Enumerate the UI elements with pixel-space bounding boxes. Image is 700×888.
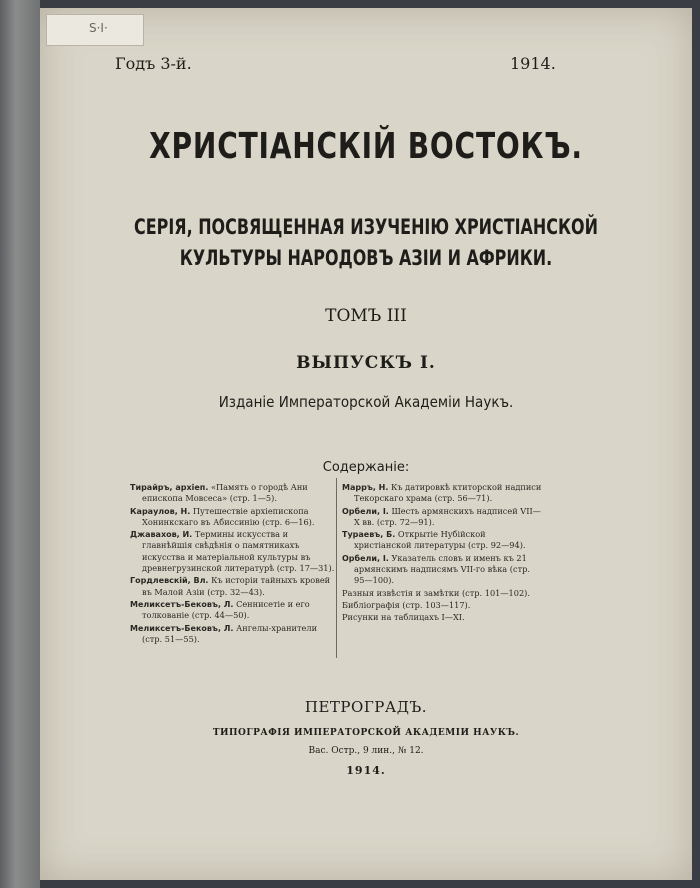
entry-title: Ангелы-хранители (стр. 51—55). xyxy=(142,622,318,644)
entry-title: Путешествіе архіепископа Хонинкскаго въ Абиссинію (стр. 6—16). xyxy=(142,505,315,527)
entry-title: Указатель словъ и именъ къ 21 армянскимъ надписямъ VII-го вѣка (стр. 95—100). xyxy=(354,552,530,586)
contents-heading: Содержаніе: xyxy=(322,460,410,475)
entry-title: «Память о городѣ Ани епископа Мовсеса» (стр. 1—5). xyxy=(142,482,308,504)
contents-entry xyxy=(342,553,542,587)
entry-author: Меликсетъ-Бековъ, Л. xyxy=(130,623,234,633)
column-divider xyxy=(336,478,337,658)
title-page xyxy=(40,8,692,880)
contents-entry xyxy=(130,506,335,529)
contents-entry xyxy=(342,600,542,611)
address: Вас. Остр., 9 лин., № 12. xyxy=(308,746,424,756)
entry-author: Тураевъ, Б. xyxy=(342,530,396,540)
entry-title: Къ датировкѣ ктиторской надписи Текорскаго храма (стр. 56—71). xyxy=(354,482,542,504)
book-spine xyxy=(0,0,40,888)
contents-entry xyxy=(342,529,542,552)
entry-title: Библіографія (стр. 103—117). xyxy=(342,599,471,610)
contents-entry xyxy=(130,529,335,574)
contents-entry xyxy=(342,612,542,623)
imprint-year: 1914. xyxy=(346,764,386,777)
entry-author: Тирайръ, архіеп. xyxy=(130,483,209,492)
entry-author: Гордлевскій, Вл. xyxy=(130,576,209,586)
entry-title: Шесть армянскихъ надписей VII—X вв. (стр. 72—91). xyxy=(354,505,541,527)
contents-right-column xyxy=(342,482,542,625)
entry-author: Марръ, Н. xyxy=(342,483,389,492)
entry-author: Меликсетъ-Бековъ, Л. xyxy=(130,599,234,609)
entry-author: Джавахов, И. xyxy=(130,530,193,540)
contents-entry xyxy=(342,482,542,505)
contents-entry xyxy=(130,599,335,622)
city: ПЕТРОГРАДЪ. xyxy=(304,698,428,716)
entry-author: Орбели, I. xyxy=(342,506,389,516)
contents-entry xyxy=(130,623,335,646)
entry-author: Караулов, Н. xyxy=(130,506,191,516)
contents-left-column xyxy=(130,482,335,646)
entry-title: Открытіе Нубійской христіанской литературы (стр. 92—94). xyxy=(354,529,526,551)
year-label: Годъ 3-й. xyxy=(115,54,192,73)
subtitle-line-1: СЕРІЯ, ПОСВЯЩЕННАЯ ИЗУЧЕНІЮ ХРИСТІАНСКОЙ xyxy=(134,215,598,239)
printer: ТИПОГРАФІЯ ИМПЕРАТОРСКОЙ АКАДЕМІИ НАУКЪ. xyxy=(212,728,520,738)
volume-number: ТОМЪ III xyxy=(325,306,407,326)
entry-title: Термины искусства и главнѣйшія свѣдѣнія о памятникахъ искусства и матеріальной культуры въ древнегрузинской литературѣ (стр. 17—31). xyxy=(142,529,335,574)
issue-number: ВЫПУСКЪ I. xyxy=(296,353,436,373)
entry-title: Рисунки на таблицахъ I—XI. xyxy=(342,612,465,623)
entry-author: Орбели, I. xyxy=(342,553,389,563)
contents-entry xyxy=(342,588,542,599)
year-number: 1914. xyxy=(510,54,556,73)
contents-entry xyxy=(342,506,542,529)
contents-entry xyxy=(130,575,335,598)
entry-title: Сеннисетіе и его толкованіе (стр. 44—50). xyxy=(142,598,310,621)
contents-entry xyxy=(130,482,335,505)
sticker-text: S·I· xyxy=(89,21,108,35)
publisher-line: Изданіе Императорской Академіи Наукъ. xyxy=(218,393,514,411)
subtitle-line-2: КУЛЬТУРЫ НАРОДОВЪ АЗІИ И АФРИКИ. xyxy=(179,246,553,270)
page-title: ХРИСТІАНСКІЙ ВОСТОКЪ. xyxy=(149,126,583,167)
entry-title: Къ исторіи тайныхъ кровей въ Малой Азіи (стр. 32—43). xyxy=(142,575,331,597)
entry-title: Разныя извѣстія и замѣтки (стр. 101—102). xyxy=(342,587,530,598)
library-sticker xyxy=(46,14,144,46)
